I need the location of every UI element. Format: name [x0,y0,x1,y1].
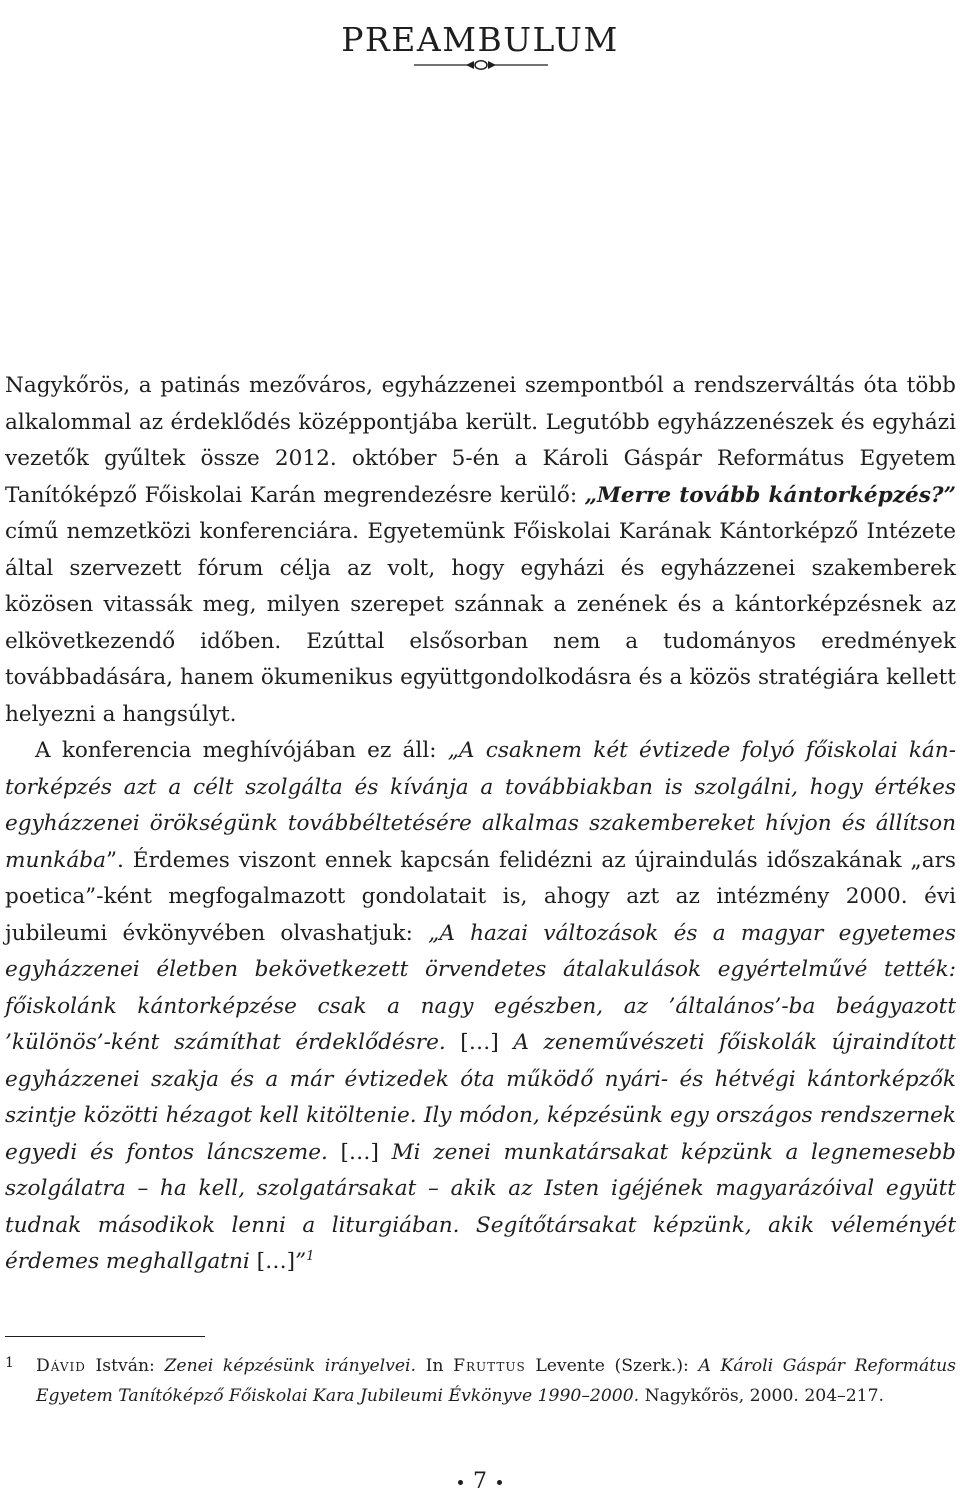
book-title: A Károli Gáspár Református Egyetem Tanítóképző Főiskolai Kara Jubileumi Évkönyve 1990–2000. [36,1356,956,1406]
ellipsis: […] [460,1030,499,1055]
paragraph-text: ”. Érdemes viszont ennek kapcsán felidézni az újraindulás időszakának „ars poetica”-ként megfogalmazott gondolatait is, ahogy azt az intézmény 2000. évi jubileumi évkönyvében olvashatjuk: [5,847,956,946]
work-title: Zenei képzésünk irányelvei. [164,1356,416,1376]
quotation: Mi zenei munkatársakat képzünk a legnemesebb szolgálatra – ha kell, szolgatársakat – akik az Isten igéjének magyarázóival együtt tudnak másodikok lenni a liturgiában. Segítőtársakat képzünk, akik véleményét érdemes meghallgatni [5,1139,956,1274]
in-label: In [415,1356,454,1376]
bullet-icon [497,1480,502,1485]
quotation: „A csaknem két évtizede folyó főiskolai kántorképzés azt a célt szolgálta és kívánja a továbbiakban is szolgálni, hogy értékes egyházzenei örökségünk továbbéltetésére alkalmas szakembereket hívjon és állítson munkába [5,738,957,873]
ellipsis: […] [256,1249,296,1274]
publication-place-year: Nagykőrös, 2000. 204–217. [639,1386,885,1406]
editor-name: Fruttus [453,1356,526,1376]
author-first-name: István: [85,1356,165,1376]
paragraph [5,733,956,1281]
body-text [5,368,956,1281]
footnote [5,1351,956,1411]
quotation: ” [295,1249,307,1274]
footnote-number: 1 [5,1355,14,1371]
paragraph-text: című nemzetközi konferenciára. Egyetemünk Főiskolai Karának Kántorképző Intézete által szervezett fórum célja az volt, hogy egyházi és egyházzenei szakemberek közösen vitassák meg, milyen szerepet szánnak a zenének és a kántorképzésnek az elkövetkezendő időben. Ezúttal elsősorban nem a tudományos eredmények továbbadására, hanem ökumenikus együttgondolkodásra és a közös stratégiára kellett helyezni a hangsúlyt. [5,519,956,727]
conference-title: „Merre tovább kántorképzés?” [584,482,956,508]
paragraph-text: A konferencia meghívójában ez áll: [35,738,448,763]
footnote-text [36,1351,956,1411]
fleuron-divider-icon [414,55,548,75]
ellipsis: […] [340,1139,379,1165]
page-title: PREAMBULUM [341,20,619,60]
footnote-reference[interactable]: 1 [306,1248,315,1264]
quotation: A zeneművészeti főiskolák újraindított egyházzenei szakja és a már évtizedek óta működő nyári- és hétvégi kántorképzők szintje közötti hézagot kell kitöltenie. Ily módon, képzésünk egy országos rendszernek egyedi és fontos láncszeme. [5,1030,956,1165]
quotation: „A hazai változások és a magyar egyetemes egyházzenei életben bekövetkezett örvendetes átalakulások egyértelművé tették: főiskolánk kántorképzése csak a nagy egészben, az ’általános’-ba beágyazott ’különös’-ként számíthat érdeklődésre. [5,920,956,1055]
page-number [0,1469,960,1495]
editor-first-name: Levente (Szerk.): [525,1356,699,1376]
bullet-icon [458,1480,463,1485]
paragraph-text: Nagykőrös, a patinás mezőváros, egyházzenei szempontból a rendszerváltás óta több alkalommal az érdeklődés középpontjába került. Legutóbb egyházzenészek és egyházi vezetők gyűltek össze 2012. október 5-én a Károli Gáspár Református Egyetem Tanítóképző Főiskolai Karán megrendezésre kerülő: [5,373,956,508]
footnote-divider [5,1336,205,1337]
author-name: Dávid [36,1356,86,1376]
paragraph [5,368,956,733]
page-number-value: 7 [473,1469,487,1494]
